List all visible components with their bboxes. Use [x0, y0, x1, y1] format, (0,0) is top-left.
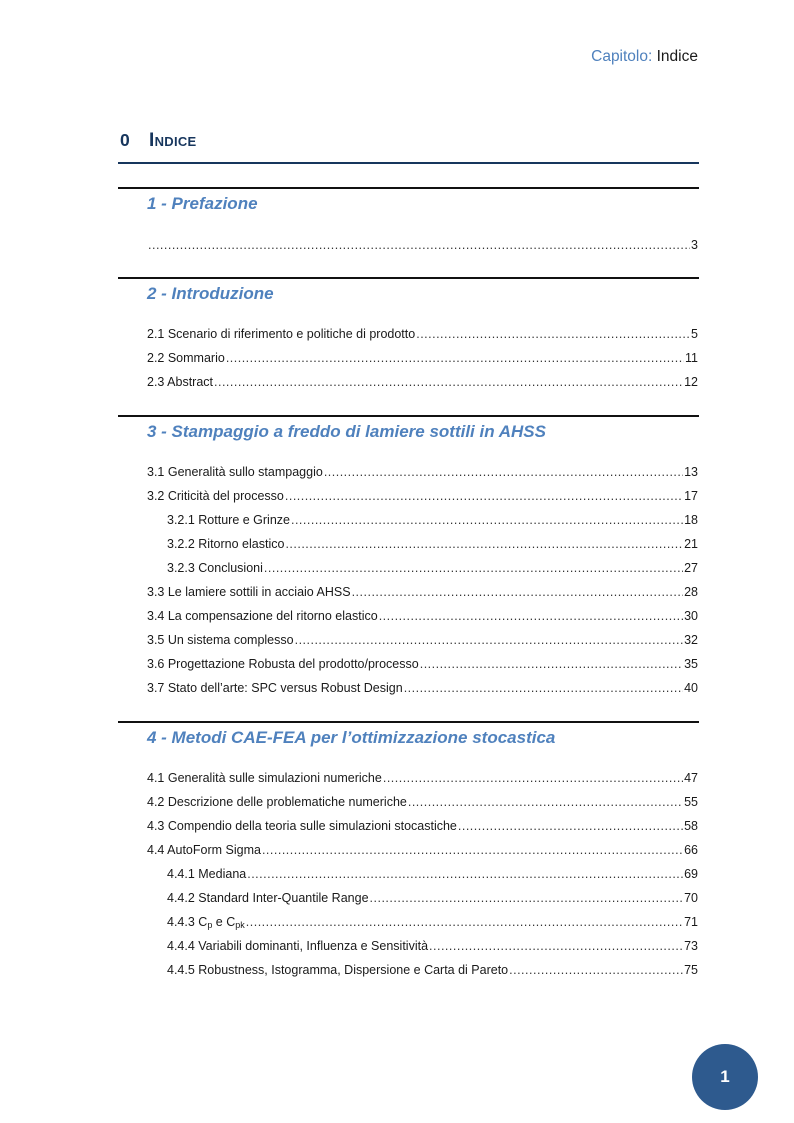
toc-entry[interactable] [147, 350, 698, 366]
toc-leader-dots [383, 770, 683, 786]
toc-entry-label: 3.6 Progettazione Robusta del prodotto/processo [147, 657, 419, 671]
toc-label-subscript: p [207, 920, 213, 930]
toc-entry-label: 3.2.1 Rotture e Grinze [167, 513, 290, 527]
toc-leader-dots [324, 464, 683, 480]
toc-entry-label: 3.3 Le lamiere sottili in acciaio AHSS [147, 585, 351, 599]
toc-entry-page: 12 [684, 375, 698, 389]
toc-entry[interactable] [147, 770, 698, 786]
toc-entry-page: 47 [684, 771, 698, 785]
toc-leader-dots [247, 866, 683, 882]
toc-entry-page: 55 [684, 795, 698, 809]
toc-entry[interactable] [147, 656, 698, 672]
toc-leader-dots [429, 938, 683, 954]
toc-leader-dots [291, 512, 683, 528]
toc-entry[interactable] [167, 560, 698, 576]
toc-leader-dots [420, 656, 683, 672]
toc-entry-label: 3.7 Stato dell’arte: SPC versus Robust Design [147, 681, 403, 695]
toc-label-part: e C [212, 915, 236, 929]
toc-entry[interactable] [147, 818, 698, 834]
toc-leader-dots [148, 237, 690, 253]
index-heading-title: Indice [149, 130, 197, 151]
toc-entry-page: 3 [691, 238, 698, 252]
toc-entry-page: 75 [684, 963, 698, 977]
page-number-badge [692, 1044, 758, 1110]
toc-entry-label: 4.4.2 Standard Inter-Quantile Range [167, 891, 369, 905]
toc-entry-label: 3.1 Generalità sullo stampaggio [147, 465, 323, 479]
toc-entry-page: 32 [684, 633, 698, 647]
toc-leader-dots [226, 350, 684, 366]
toc-entry-label: 3.2 Criticità del processo [147, 489, 284, 503]
toc-entry[interactable] [147, 608, 698, 624]
running-header [591, 47, 698, 67]
toc-entry[interactable] [167, 890, 698, 906]
toc-leader-dots [246, 914, 683, 930]
toc-entry-label: 3.2.3 Conclusioni [167, 561, 263, 575]
toc-entry[interactable] [147, 374, 698, 390]
toc-entry[interactable] [147, 584, 698, 600]
toc-entry-page: 28 [684, 585, 698, 599]
chapter-title[interactable]: 2 - Introduzione [147, 284, 274, 303]
toc-entry[interactable] [167, 866, 698, 882]
toc-entry[interactable] [147, 488, 698, 504]
toc-leader-dots [509, 962, 683, 978]
toc-entry[interactable] [147, 326, 698, 342]
toc-entry[interactable] [147, 464, 698, 480]
toc-label-part: 4.4.3 C [167, 915, 208, 929]
index-heading [118, 128, 699, 164]
toc-entry-page: 30 [684, 609, 698, 623]
toc-entry-page: 18 [684, 513, 698, 527]
toc-leader-dots [285, 488, 683, 504]
toc-entry-page: 27 [684, 561, 698, 575]
chapter-title[interactable]: 4 - Metodi CAE-FEA per l’ottimizzazione stocastica [147, 728, 556, 747]
toc-entry-page: 70 [684, 891, 698, 905]
toc-entry-label: 3.2.2 Ritorno elastico [167, 537, 285, 551]
chapter-2-block [118, 277, 699, 303]
toc-leader-dots [408, 794, 683, 810]
toc-entry-page: 13 [684, 465, 698, 479]
chapter-title[interactable]: 3 - Stampaggio a freddo di lamiere sottili in AHSS [147, 422, 546, 441]
toc-leader-dots [458, 818, 683, 834]
page-number: 1 [720, 1067, 730, 1086]
toc-entry-label: 2.1 Scenario di riferimento e politiche di prodotto [147, 327, 416, 341]
toc-leader-dots [214, 374, 683, 390]
toc-entry-label: 4.4.4 Variabili dominanti, Influenza e Sensitività [167, 939, 429, 953]
toc-entry-page: 11 [685, 351, 698, 365]
header-title: Indice [656, 48, 698, 65]
toc-leader-dots [352, 584, 684, 600]
toc-entry-label: 4.3 Compendio della teoria sulle simulazioni stocastiche [147, 819, 457, 833]
toc-entry[interactable] [147, 794, 698, 810]
toc-label-subscript: pk [235, 920, 245, 930]
toc-leader-dots [416, 326, 690, 342]
toc-entry[interactable] [147, 632, 698, 648]
toc-leader-dots [370, 890, 684, 906]
toc-entry-label: 4.1 Generalità sulle simulazioni numeriche [147, 771, 382, 785]
toc-entry-page: 5 [691, 327, 698, 341]
toc-leader-dots [264, 560, 683, 576]
toc-entry-page: 21 [684, 537, 698, 551]
toc-entry-label: 4.2 Descrizione delle problematiche numeriche [147, 795, 407, 809]
toc-entry[interactable] [147, 237, 698, 253]
toc-entry[interactable] [167, 914, 698, 930]
toc-entry-page: 69 [684, 867, 698, 881]
toc-leader-dots [285, 536, 683, 552]
toc-entry-label [167, 914, 245, 930]
toc-entry-page: 35 [684, 657, 698, 671]
toc-leader-dots [262, 842, 683, 858]
toc-entry-page: 58 [684, 819, 698, 833]
header-separator: : [648, 48, 653, 65]
toc-entry[interactable] [167, 938, 698, 954]
toc-entry-label: 3.4 La compensazione del ritorno elastico [147, 609, 378, 623]
chapter-1-block [118, 187, 699, 213]
toc-entry[interactable] [167, 512, 698, 528]
toc-entry[interactable] [147, 680, 698, 696]
toc-leader-dots [404, 680, 683, 696]
toc-entry[interactable] [167, 962, 698, 978]
chapter-title[interactable]: 1 - Prefazione [147, 194, 258, 213]
toc-entry-label: 2.2 Sommario [147, 351, 225, 365]
chapter-3-block [118, 415, 699, 441]
toc-entry-page: 66 [684, 843, 698, 857]
toc-entry[interactable] [167, 536, 698, 552]
toc-entry-label: 3.5 Un sistema complesso [147, 633, 294, 647]
toc-entry-page: 71 [684, 915, 698, 929]
toc-entry-page: 73 [684, 939, 698, 953]
toc-leader-dots [379, 608, 683, 624]
toc-entry[interactable] [147, 842, 698, 858]
toc-entry-label: 2.3 Abstract [147, 375, 214, 389]
toc-entry-label: 4.4.1 Mediana [167, 867, 247, 881]
index-heading-number: 0 [120, 130, 130, 150]
toc-entry-label: 4.4.5 Robustness, Istogramma, Dispersione e Carta di Pareto [167, 963, 509, 977]
toc-entry-page: 40 [684, 681, 698, 695]
chapter-4-block [118, 721, 699, 747]
header-label: Capitolo [591, 48, 648, 65]
toc-leader-dots [295, 632, 684, 648]
toc-entry-label: 4.4 AutoForm Sigma [147, 843, 261, 857]
toc-entry-page: 17 [684, 489, 698, 503]
